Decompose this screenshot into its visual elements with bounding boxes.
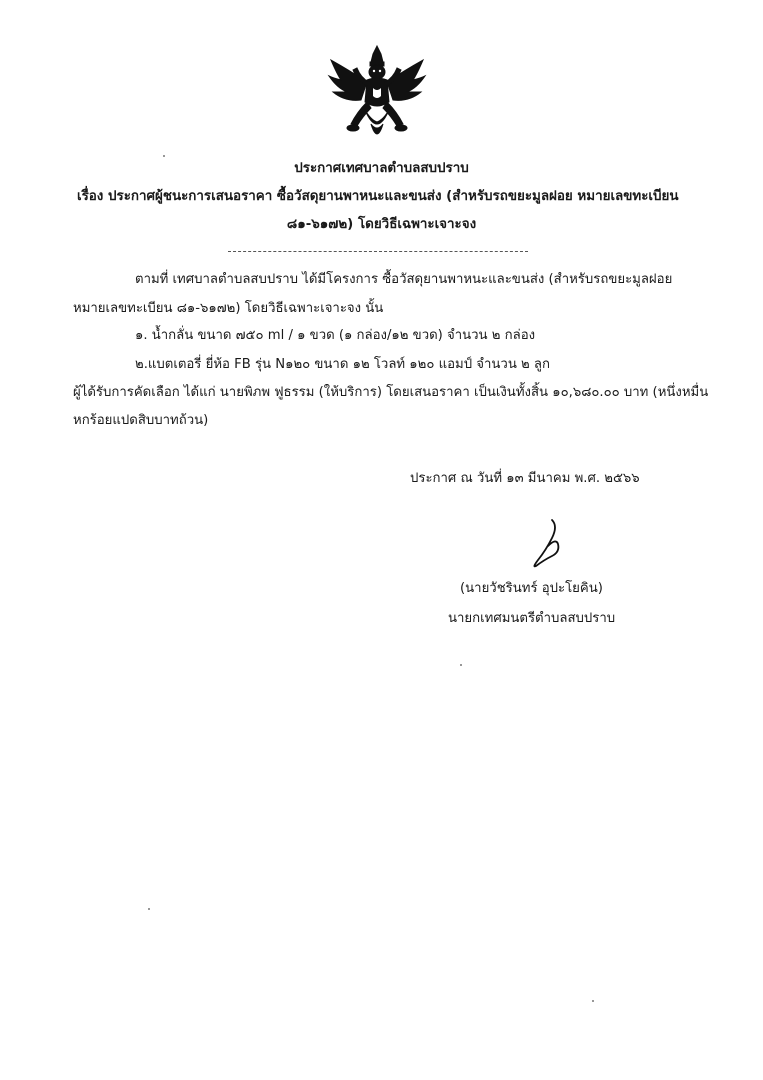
item-1: ๑. น้ำกลั่น ขนาด ๗๕๐ ml / ๑ ขวด (๑ กล่อง/๑๒ ขวด) จำนวน ๒ กล่อง <box>135 328 536 343</box>
scan-speck <box>163 155 165 157</box>
garuda-emblem-icon <box>327 40 427 148</box>
scan-speck <box>460 664 462 666</box>
item-2: ๒.แบตเตอรี่ ยี่ห้อ FB รุ่น N๑๒๐ ขนาด ๑๒ โวลท์ ๑๒๐ แอมป์ จำนวน ๒ ลูก <box>135 357 550 372</box>
intro-line-1: ตามที่ เทศบาลตำบลสบปราบ ได้มีโครงการ ซื้อวัสดุยานพาหนะและขนส่ง (สำหรับรถขยะมูลฝอย <box>135 272 673 287</box>
divider <box>228 251 528 252</box>
subject-line-1: เรื่อง ประกาศผู้ชนะการเสนอราคา ซื้อวัสดุยานพาหนะและขนส่ง (สำหรับรถขยะมูลฝอย หมายเลขทะเบียน <box>77 189 679 204</box>
winner-line-1: ผู้ได้รับการคัดเลือก ได้แก่ นายพิภพ ฟูธรรม (ให้บริการ) โดยเสนอราคา เป็นเงินทั้งสิ้น ๑๐,๖๘๐.๐๐ บาท (หนึ่งหมื่น <box>73 385 709 400</box>
signer-name: (นายวัชรินทร์ อุปะโยคิน) <box>460 581 603 596</box>
scan-speck <box>148 908 150 910</box>
document-title: ประกาศเทศบาลตำบลสบปราบ <box>294 161 469 176</box>
signer-position: นายกเทศมนตรีตำบลสบปราบ <box>448 611 616 626</box>
subject-line-2: ๘๑-๖๑๗๒) โดยวิธีเฉพาะเจาะจง <box>286 217 477 232</box>
signature-icon <box>522 516 572 576</box>
intro-line-2: หมายเลขทะเบียน ๘๑-๖๑๗๒) โดยวิธีเฉพาะเจาะจง นั้น <box>73 301 384 316</box>
announcement-date: ประกาศ ณ วันที่ ๑๓ มีนาคม พ.ศ. ๒๕๖๖ <box>410 471 640 486</box>
scan-speck <box>592 1000 594 1002</box>
winner-line-2: หกร้อยแปดสิบบาทถ้วน) <box>73 413 209 428</box>
